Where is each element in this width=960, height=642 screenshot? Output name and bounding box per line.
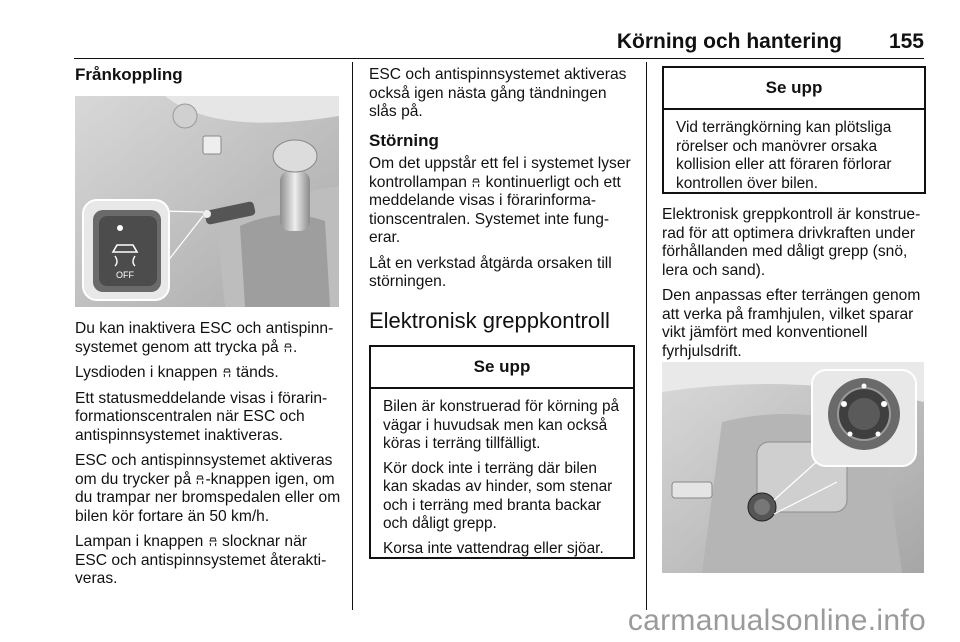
caution-body [371, 389, 633, 572]
header-rule [74, 58, 924, 59]
caution-box [662, 66, 926, 194]
paragraph: Låt en verkstad åtgärda orsaken till störningen. [369, 254, 612, 290]
column-2 [369, 66, 635, 334]
esc-off-icon [222, 366, 232, 378]
esc-off-icon [283, 341, 293, 353]
esc-off-icon [195, 473, 205, 485]
paragraph [75, 364, 343, 383]
paragraph-text: ESC och antispinnsystemet aktiveras om du trycker på [75, 452, 333, 488]
column-1-body [75, 320, 343, 596]
esc-button-figure [75, 96, 339, 307]
caution-title: Se upp [664, 68, 924, 110]
paragraph-text: Lampan i knappen [75, 533, 204, 550]
watermark: carmanualsonline.info [627, 604, 926, 637]
paragraph: Ett statusmeddelande visas i förarin-formationscentralen när ESC och antispinnsystemet inaktiveras. [75, 389, 328, 444]
warning-lamp-icon [471, 176, 481, 188]
caution-box [369, 345, 635, 559]
paragraph-text: slocknar när ESC och antispinnsystemet återakti-veras. [75, 533, 327, 587]
section-heading-disable: Frånkoppling [75, 65, 183, 84]
paragraph-text: kontinuerligt och ett meddelande visas i förarinforma-tionscentralen. Systemet inte fung-erar. [369, 173, 621, 246]
column-divider-2 [646, 62, 647, 610]
column-1 [75, 66, 343, 85]
caution-title: Se upp [371, 347, 633, 389]
column-divider-1 [352, 62, 353, 610]
caution-body [664, 110, 924, 207]
section-heading-fault: Störning [369, 130, 439, 150]
paragraph: Den anpassas efter terrängen genom att verka på framhjulen, vilket sparar vikt jämfört med konventionell fyrhjulsdrift. [662, 287, 921, 360]
paragraph [75, 452, 343, 526]
caution-text: Kör dock inte i terräng där bilen kan skadas av hinder, som stenar och i terräng med branta backar och dåligt grepp. [383, 459, 613, 532]
esc-button-illustration [75, 96, 339, 307]
paragraph: Elektronisk greppkontroll är konstrue-rad för att optimera drivkraften under förhållanden med dåligt grepp (snö, lera och sand). [662, 206, 921, 279]
caution-text: Vid terrängkörning kan plötsliga rörelser och manövrer orsaka kollision eller att föraren förlorar kontrollen över bilen. [676, 119, 892, 192]
page-header-title: Körning och hantering [616, 30, 842, 53]
caution-text: Bilen är konstruerad för körning på vägar i huvudsak men kan också köras i terräng tillfälligt. [383, 398, 620, 452]
paragraph-text: . [293, 338, 298, 356]
esc-off-icon [208, 535, 218, 547]
grip-control-illustration [662, 362, 924, 573]
section-heading-grip-control: Elektronisk greppkontroll [369, 307, 610, 333]
paragraph-text: Du kan inaktivera ESC och antispinn-systemet genom att trycka på [75, 320, 334, 356]
paragraph-text: Om det uppstår ett fel i systemet lyser kontrollampan [369, 155, 631, 191]
paragraph-text: -knappen igen, om du trampar ner bromspedalen eller om bilen kör fortare än 50 km/h. [75, 470, 341, 525]
paragraph [75, 320, 343, 357]
paragraph [369, 155, 635, 248]
page-number: 155 [888, 30, 924, 53]
caution-text: Korsa inte vattendrag eller sjöar. [383, 539, 604, 557]
paragraph-text: tänds. [236, 364, 279, 381]
paragraph: ESC och antispinnsystemet aktiveras också igen nästa gång tändningen slås på. [369, 66, 627, 120]
column-3 [662, 206, 928, 368]
grip-control-figure [662, 362, 924, 573]
paragraph-text: Lysdioden i knappen [75, 364, 218, 381]
paragraph [75, 533, 343, 589]
esc-off-label: OFF [116, 270, 134, 280]
